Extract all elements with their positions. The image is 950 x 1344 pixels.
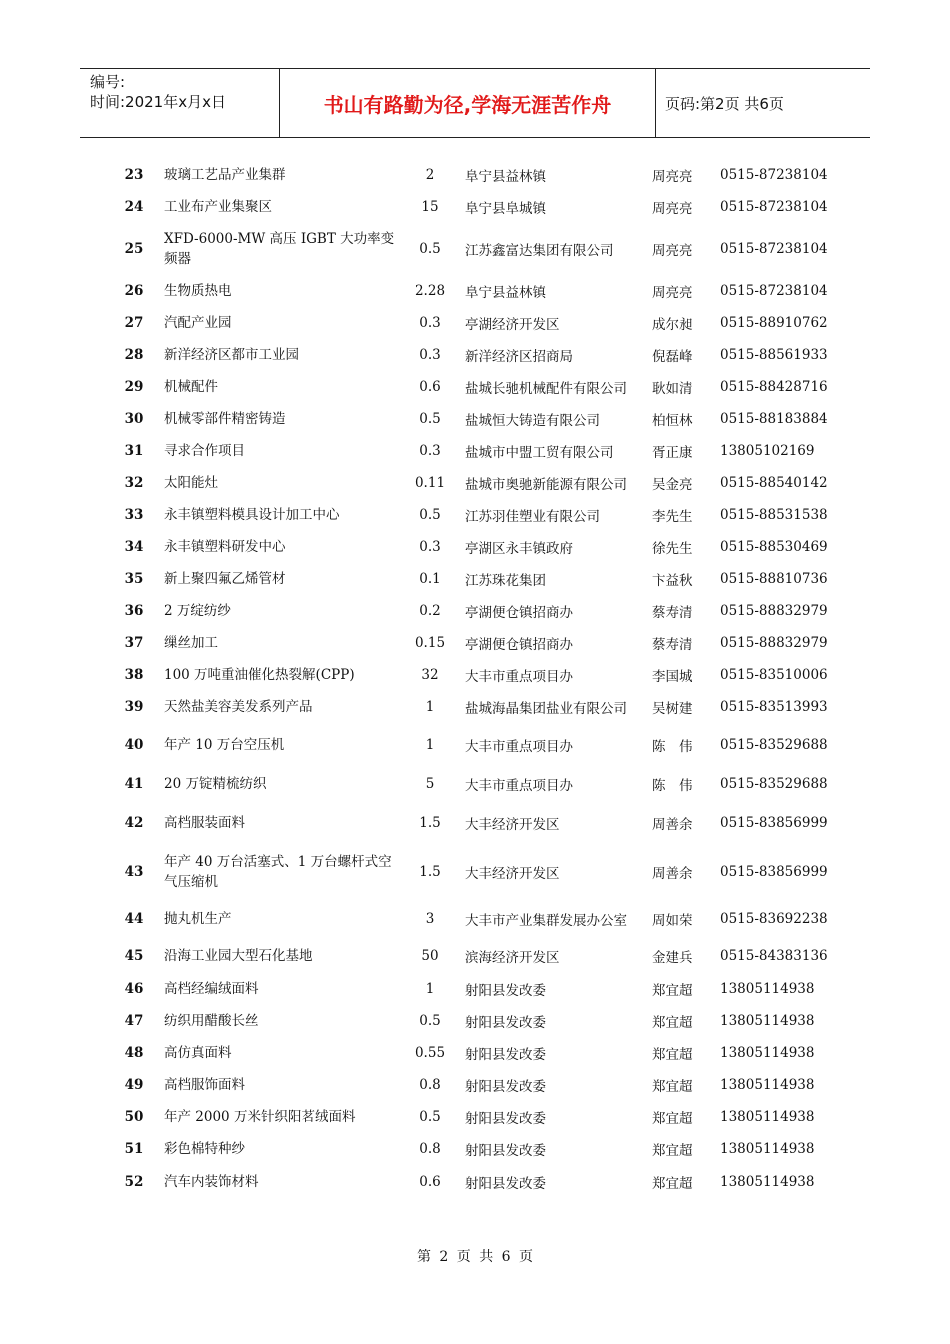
contact-person: 吴树建 — [652, 701, 693, 717]
table-row — [110, 767, 850, 801]
contact-unit: 大丰经济开发区 — [465, 817, 560, 833]
table-row — [110, 191, 850, 223]
contact-phone: 0515-83856999 — [720, 815, 828, 831]
time-label: 时间:2021年x月x日 — [90, 93, 226, 111]
table-row — [110, 723, 850, 767]
contact-unit: 滨海经济开发区 — [465, 950, 560, 966]
table-row — [110, 595, 850, 627]
investment-amount: 0.5 — [419, 411, 441, 427]
row-number: 46 — [124, 981, 144, 997]
row-number: 28 — [124, 347, 144, 363]
table-row — [110, 627, 850, 659]
row-number: 24 — [124, 199, 144, 215]
contact-phone: 0515-83513993 — [720, 699, 828, 715]
contact-unit: 射阳县发改委 — [465, 1143, 546, 1159]
investment-amount: 0.8 — [419, 1077, 441, 1093]
investment-amount: 50 — [421, 948, 439, 964]
contact-phone: 0515-83529688 — [720, 776, 828, 792]
investment-amount: 2.28 — [414, 283, 446, 299]
row-number: 48 — [124, 1045, 144, 1061]
project-name: 工业布产业集聚区 — [164, 199, 272, 215]
table-row — [110, 1101, 850, 1133]
contact-phone: 0515-84383136 — [720, 948, 828, 964]
table-row — [110, 659, 850, 691]
project-name: 高档服饰面料 — [164, 1077, 245, 1093]
contact-person: 郑宜超 — [652, 983, 693, 999]
investment-amount: 1 — [425, 699, 435, 715]
contact-phone: 0515-83856999 — [720, 864, 828, 880]
contact-phone: 0515-87238104 — [720, 241, 828, 257]
contact-person: 周善余 — [652, 866, 693, 882]
contact-phone: 13805102169 — [720, 443, 815, 459]
contact-unit: 亭湖便仓镇招商办 — [465, 637, 573, 653]
table-row — [110, 1133, 850, 1165]
project-name: 机械配件 — [164, 379, 218, 395]
contact-unit: 大丰市重点项目办 — [465, 778, 573, 794]
contact-unit: 江苏羽佳塑业有限公司 — [465, 509, 600, 525]
contact-unit: 阜宁县阜城镇 — [465, 201, 546, 217]
project-name: 沿海工业园大型石化基地 — [164, 948, 313, 964]
contact-person: 周亮亮 — [652, 201, 693, 217]
contact-person: 周亮亮 — [652, 169, 693, 185]
table-row — [110, 159, 850, 191]
contact-phone: 13805114938 — [720, 1174, 815, 1190]
investment-amount: 0.15 — [414, 635, 446, 651]
table-row — [110, 403, 850, 435]
table-row — [110, 307, 850, 339]
contact-unit: 亭湖区永丰镇政府 — [465, 541, 573, 557]
row-number: 44 — [124, 911, 144, 927]
contact-person: 郑宜超 — [652, 1143, 693, 1159]
project-name: 高仿真面料 — [164, 1045, 232, 1061]
contact-person: 郑宜超 — [652, 1176, 693, 1192]
investment-amount: 0.55 — [414, 1045, 446, 1061]
contact-phone: 0515-88810736 — [720, 571, 828, 587]
contact-phone: 0515-88832979 — [720, 603, 828, 619]
table-row — [110, 339, 850, 371]
table-row — [110, 845, 850, 899]
row-number: 50 — [124, 1109, 144, 1125]
project-name: 汽车内装饰材料 — [164, 1174, 259, 1190]
contact-person: 蔡寿清 — [652, 605, 693, 621]
contact-person: 李先生 — [652, 509, 693, 525]
contact-phone: 0515-88428716 — [720, 379, 828, 395]
table-row — [110, 1037, 850, 1069]
table-row — [110, 899, 850, 939]
contact-phone: 0515-88540142 — [720, 475, 828, 491]
table-row — [110, 499, 850, 531]
investment-amount: 0.5 — [419, 507, 441, 523]
contact-phone: 13805114938 — [720, 1141, 815, 1157]
table-row — [110, 371, 850, 403]
project-name: XFD-6000-MW 高压 IGBT 大功率变频器 — [164, 231, 395, 267]
contact-unit: 盐城长驰机械配件有限公司 — [465, 381, 627, 397]
investment-amount: 32 — [421, 667, 439, 683]
investment-amount: 3 — [425, 911, 435, 927]
table-row — [110, 275, 850, 307]
contact-person: 周亮亮 — [652, 243, 693, 259]
contact-unit: 盐城市中盟工贸有限公司 — [465, 445, 614, 461]
contact-phone: 0515-88530469 — [720, 539, 828, 555]
row-number: 35 — [124, 571, 144, 587]
contact-unit: 射阳县发改委 — [465, 1079, 546, 1095]
contact-phone: 0515-88561933 — [720, 347, 828, 363]
contact-phone: 0515-83692238 — [720, 911, 828, 927]
contact-person: 郑宜超 — [652, 1047, 693, 1063]
contact-unit: 亭湖经济开发区 — [465, 317, 560, 333]
contact-unit: 大丰市重点项目办 — [465, 669, 573, 685]
project-name: 新洋经济区都市工业园 — [164, 347, 299, 363]
project-name: 永丰镇塑料研发中心 — [164, 539, 286, 555]
contact-unit: 射阳县发改委 — [465, 1111, 546, 1127]
investment-amount: 0.3 — [419, 347, 441, 363]
project-name: 机械零部件精密铸造 — [164, 411, 286, 427]
project-name: 20 万锭精梳纺织 — [164, 776, 267, 792]
page-footer: 第 2 页 共 6 页 — [416, 1249, 534, 1265]
contact-person: 周如荣 — [652, 913, 693, 929]
contact-phone: 0515-83510006 — [720, 667, 828, 683]
contact-person: 周善余 — [652, 817, 693, 833]
table-row — [110, 939, 850, 973]
project-name: 缫丝加工 — [164, 635, 218, 651]
contact-unit: 射阳县发改委 — [465, 1176, 546, 1192]
motto: 书山有路勤为径,学海无涯苦作舟 — [280, 69, 656, 137]
project-name: 年产 2000 万米针织阳茗绒面料 — [164, 1109, 356, 1125]
contact-unit: 射阳县发改委 — [465, 983, 546, 999]
contact-person: 郑宜超 — [652, 1111, 693, 1127]
row-number: 45 — [124, 948, 144, 964]
contact-person: 耿如清 — [652, 381, 693, 397]
investment-amount: 0.5 — [419, 1013, 441, 1029]
row-number: 29 — [124, 379, 144, 395]
investment-amount: 0.3 — [419, 315, 441, 331]
investment-amount: 5 — [425, 776, 435, 792]
contact-person: 郑宜超 — [652, 1079, 693, 1095]
project-name: 抛丸机生产 — [164, 911, 232, 927]
investment-amount: 0.1 — [419, 571, 441, 587]
contact-phone: 0515-87238104 — [720, 283, 828, 299]
contact-person: 倪磊峰 — [652, 349, 693, 365]
row-number: 31 — [124, 443, 144, 459]
contact-phone: 13805114938 — [720, 1045, 815, 1061]
row-number: 47 — [124, 1013, 144, 1029]
contact-unit: 大丰市重点项目办 — [465, 739, 573, 755]
row-number: 27 — [124, 315, 144, 331]
number-label: 编号: — [90, 73, 126, 91]
investment-amount: 1 — [425, 981, 435, 997]
investment-amount: 1.5 — [419, 815, 441, 831]
row-number: 41 — [124, 776, 144, 792]
investment-amount: 0.5 — [419, 241, 441, 257]
row-number: 49 — [124, 1077, 144, 1093]
contact-phone: 0515-88910762 — [720, 315, 828, 331]
contact-unit: 新洋经济区招商局 — [465, 349, 573, 365]
contact-phone: 0515-88531538 — [720, 507, 828, 523]
contact-phone: 13805114938 — [720, 1109, 815, 1125]
project-name: 永丰镇塑料模具设计加工中心 — [164, 507, 340, 523]
contact-phone: 13805114938 — [720, 981, 815, 997]
project-name: 彩色棉特种纱 — [164, 1141, 245, 1157]
project-name: 2 万绽纺纱 — [164, 603, 231, 619]
contact-person: 金建兵 — [652, 950, 693, 966]
project-name: 寻求合作项目 — [164, 443, 245, 459]
investment-amount: 0.6 — [419, 1174, 441, 1190]
row-number: 52 — [124, 1174, 144, 1190]
row-number: 33 — [124, 507, 144, 523]
table-row — [110, 223, 850, 275]
project-name: 高档经编绒面料 — [164, 981, 259, 997]
row-number: 39 — [124, 699, 144, 715]
contact-unit: 江苏珠花集团 — [465, 573, 546, 589]
contact-person: 成尔昶 — [652, 317, 693, 333]
row-number: 23 — [124, 167, 144, 183]
header-meta — [80, 69, 280, 137]
row-number: 34 — [124, 539, 144, 555]
contact-unit: 大丰市产业集群发展办公室 — [465, 913, 627, 929]
row-number: 42 — [124, 815, 144, 831]
row-number: 32 — [124, 475, 144, 491]
contact-phone: 0515-83529688 — [720, 737, 828, 753]
contact-unit: 盐城海晶集团盐业有限公司 — [465, 701, 627, 717]
contact-person: 吴金亮 — [652, 477, 693, 493]
investment-amount: 15 — [421, 199, 439, 215]
project-name: 天然盐美容美发系列产品 — [164, 699, 313, 715]
contact-person: 郑宜超 — [652, 1015, 693, 1031]
project-name: 年产 40 万台活塞式、1 万台螺杆式空气压缩机 — [164, 854, 392, 890]
project-name: 玻璃工艺品产业集群 — [164, 167, 286, 183]
contact-person: 柏恒林 — [652, 413, 693, 429]
table-row — [110, 467, 850, 499]
investment-amount: 0.8 — [419, 1141, 441, 1157]
investment-amount: 1 — [425, 737, 435, 753]
contact-unit: 射阳县发改委 — [465, 1047, 546, 1063]
investment-amount: 0.5 — [419, 1109, 441, 1125]
investment-amount: 0.6 — [419, 379, 441, 395]
contact-person: 周亮亮 — [652, 285, 693, 301]
investment-amount: 0.3 — [419, 539, 441, 555]
contact-person: 蔡寿清 — [652, 637, 693, 653]
contact-unit: 江苏鑫富达集团有限公司 — [465, 243, 614, 259]
table-row — [110, 801, 850, 845]
investment-amount: 2 — [425, 167, 435, 183]
project-name: 年产 10 万台空压机 — [164, 737, 285, 753]
row-number: 25 — [124, 241, 144, 257]
table-row — [110, 563, 850, 595]
row-number: 43 — [124, 864, 144, 880]
contact-unit: 阜宁县益林镇 — [465, 285, 546, 301]
project-name: 新上聚四氟乙烯管材 — [164, 571, 286, 587]
contact-unit: 盐城市奥驰新能源有限公司 — [465, 477, 627, 493]
contact-person: 徐先生 — [652, 541, 693, 557]
investment-amount: 0.3 — [419, 443, 441, 459]
project-name: 纺织用醋酸长丝 — [164, 1013, 259, 1029]
contact-unit: 亭湖便仓镇招商办 — [465, 605, 573, 621]
contact-phone: 0515-87238104 — [720, 167, 828, 183]
project-name: 汽配产业园 — [164, 315, 232, 331]
contact-unit: 大丰经济开发区 — [465, 866, 560, 882]
row-number: 38 — [124, 667, 144, 683]
project-name: 生物质热电 — [164, 283, 232, 299]
investment-amount: 0.11 — [414, 475, 446, 491]
table-row — [110, 1069, 850, 1101]
contact-phone: 13805114938 — [720, 1077, 815, 1093]
contact-phone: 0515-88183884 — [720, 411, 828, 427]
contact-person: 胥正康 — [652, 445, 693, 461]
row-number: 36 — [124, 603, 144, 619]
project-name: 高档服装面料 — [164, 815, 245, 831]
table-row — [110, 1165, 850, 1199]
investment-amount: 1.5 — [419, 864, 441, 880]
table-row — [110, 435, 850, 467]
project-name: 太阳能灶 — [164, 475, 218, 491]
table-row — [110, 531, 850, 563]
table-row — [110, 973, 850, 1005]
contact-phone: 0515-88832979 — [720, 635, 828, 651]
contact-unit: 盐城恒大铸造有限公司 — [465, 413, 600, 429]
page-label: 页码:第2页 共6页 — [665, 94, 784, 113]
project-name: 100 万吨重油催化热裂解(CPP) — [164, 667, 355, 683]
contact-phone: 13805114938 — [720, 1013, 815, 1029]
row-number: 40 — [124, 737, 144, 753]
project-table — [110, 159, 850, 1199]
contact-person: 陈 伟 — [652, 739, 693, 755]
investment-amount: 0.2 — [419, 603, 441, 619]
contact-unit: 射阳县发改委 — [465, 1015, 546, 1031]
row-number: 51 — [124, 1141, 144, 1157]
row-number: 26 — [124, 283, 144, 299]
contact-phone: 0515-87238104 — [720, 199, 828, 215]
row-number: 37 — [124, 635, 144, 651]
table-row — [110, 691, 850, 723]
row-number: 30 — [124, 411, 144, 427]
contact-unit: 阜宁县益林镇 — [465, 169, 546, 185]
contact-person: 陈 伟 — [652, 778, 693, 794]
table-row — [110, 1005, 850, 1037]
page-header — [80, 68, 870, 138]
contact-person: 李国城 — [652, 669, 693, 685]
contact-person: 卞益秋 — [652, 573, 693, 589]
